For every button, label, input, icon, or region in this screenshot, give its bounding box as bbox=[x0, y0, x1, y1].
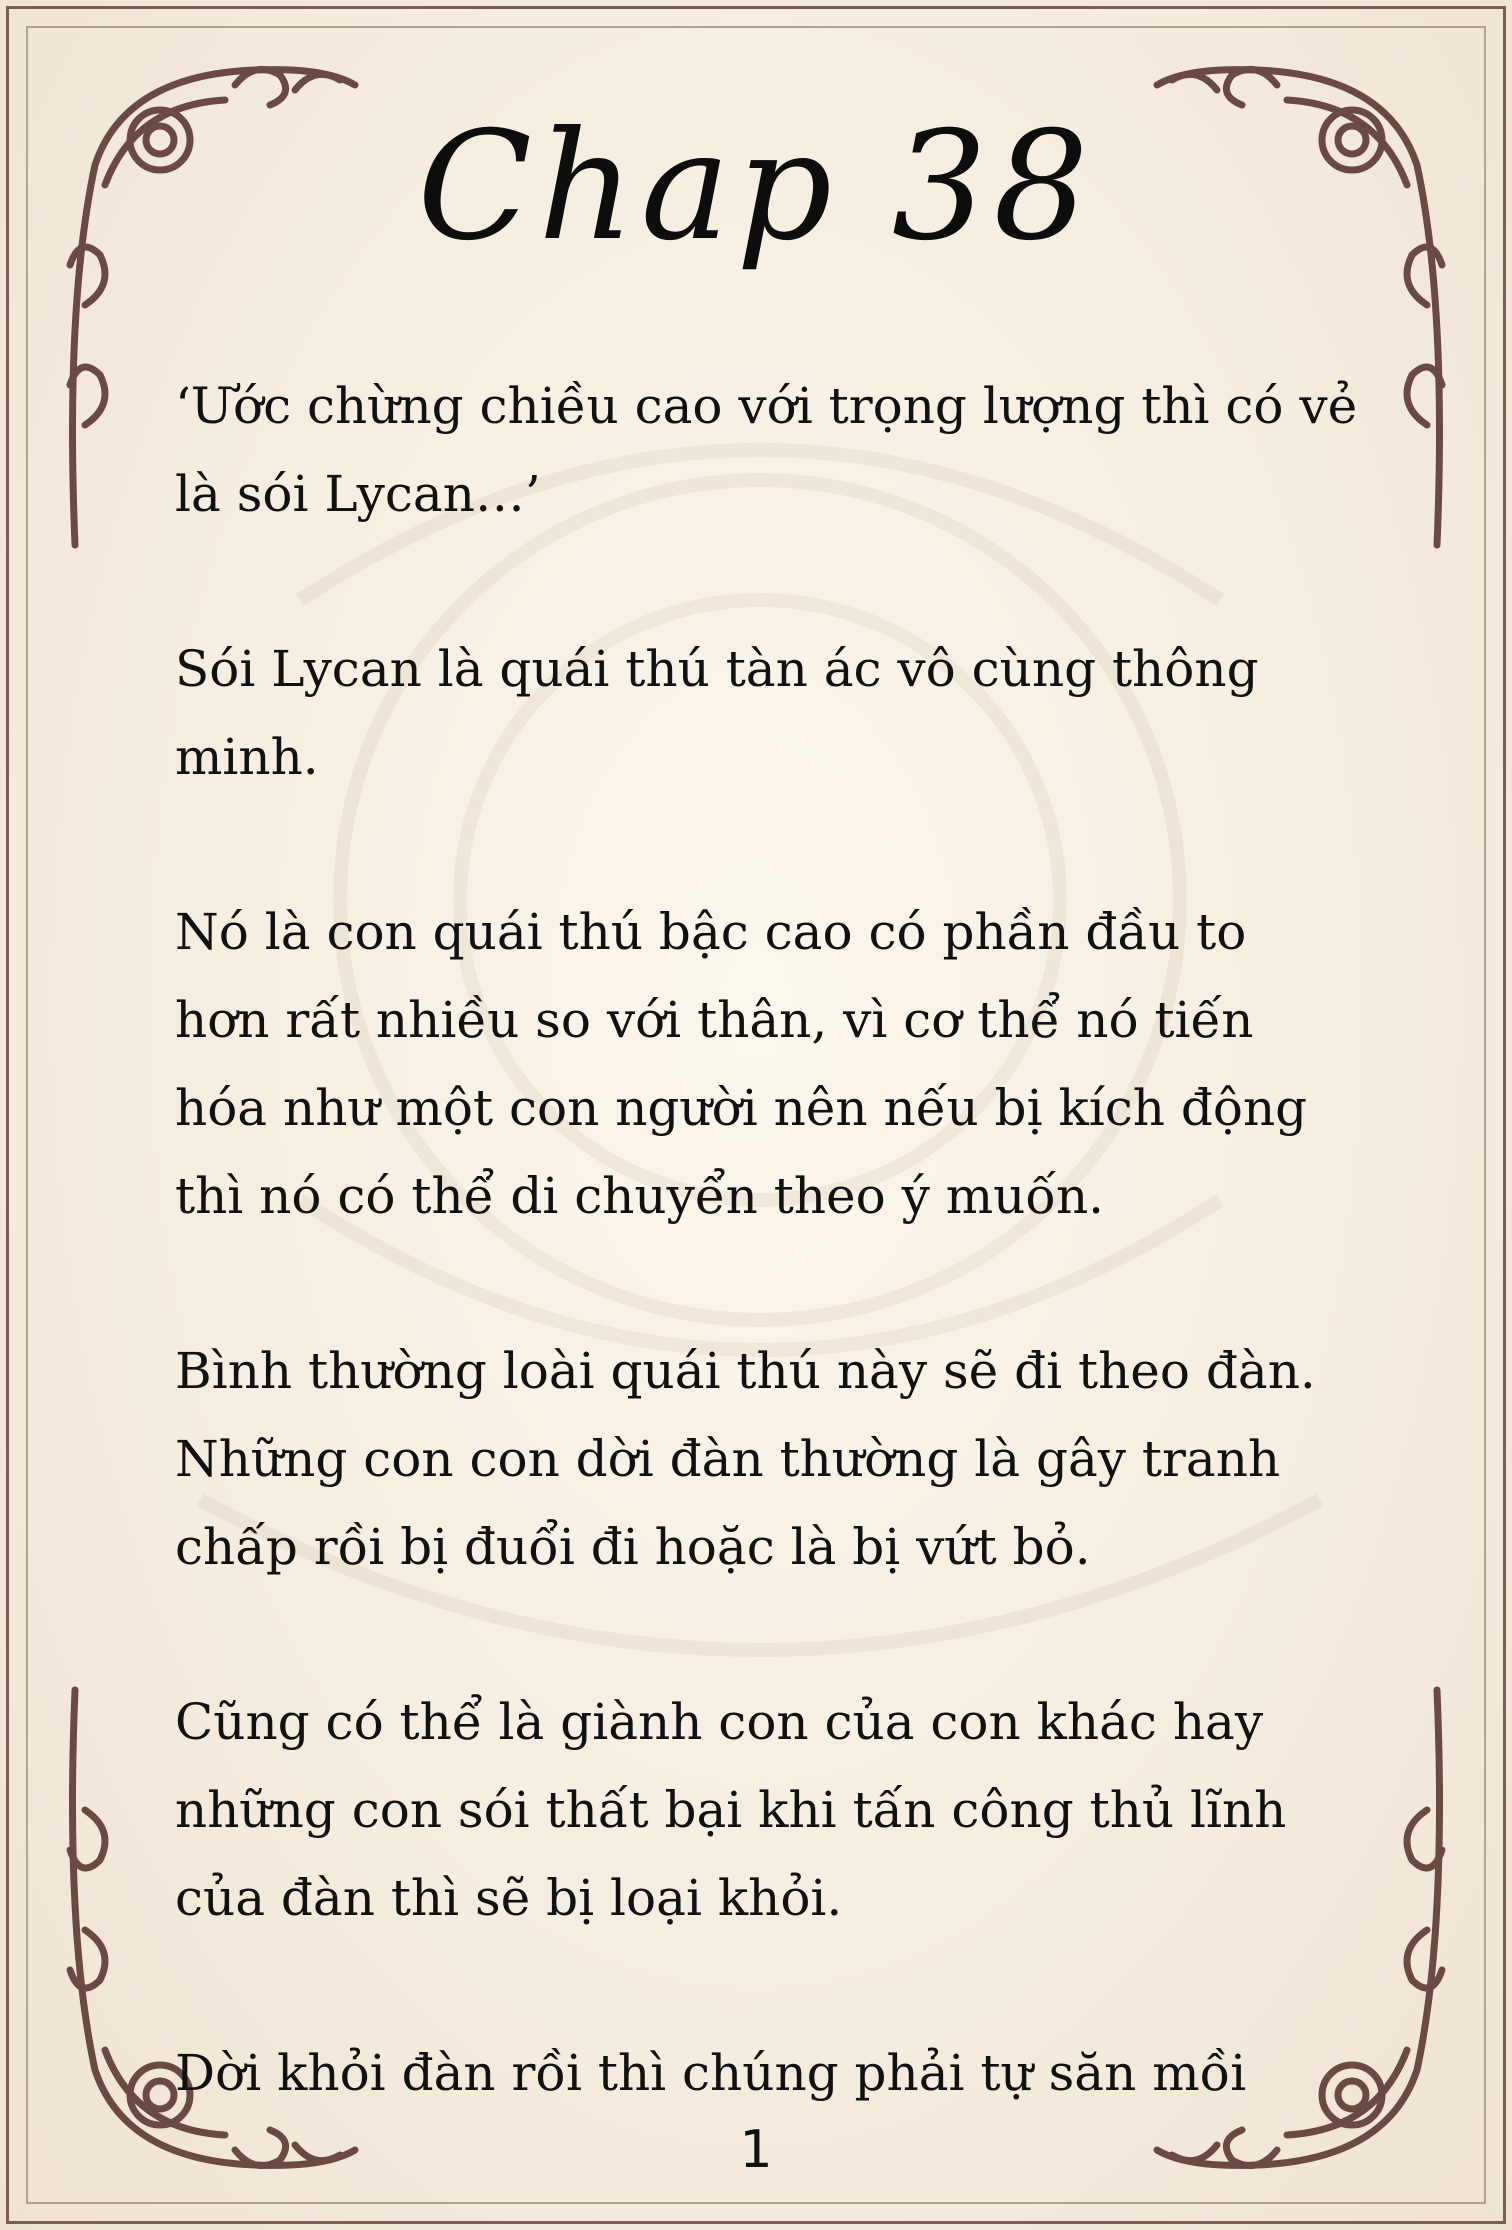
paragraph: Cũng có thể là giành con của con khác hay những con sói thất bại khi tấn công thủ lĩnh của đàn thì sẽ bị loại khỏi. bbox=[175, 1693, 1287, 1927]
chapter-title: Chap 38 bbox=[417, 100, 1095, 274]
paragraph: Sói Lycan là quái thú tàn ác vô cùng thông minh. bbox=[175, 640, 1259, 786]
chapter-body bbox=[175, 362, 1400, 2204]
paragraph: ‘Ước chừng chiều cao với trọng lượng thì có vẻ là sói Lycan…’ bbox=[175, 377, 1358, 523]
paragraph: Nó là con quái thú bậc cao có phần đầu to hơn rất nhiều so với thân, vì cơ thể nó tiến hóa như một con người nên nếu bị kích động thì nó có thể di chuyển theo ý muốn. bbox=[175, 903, 1308, 1225]
page-number: 1 bbox=[739, 2120, 773, 2180]
paragraph: Bình thường loài quái thú này sẽ đi theo đàn. Những con con dời đàn thường là gây tranh chấp rồi bị đuổi đi hoặc là bị vứt bỏ. bbox=[175, 1342, 1316, 1576]
paragraph: Dời khỏi đàn rồi thì chúng phải tự săn mồi bbox=[175, 2044, 1247, 2102]
